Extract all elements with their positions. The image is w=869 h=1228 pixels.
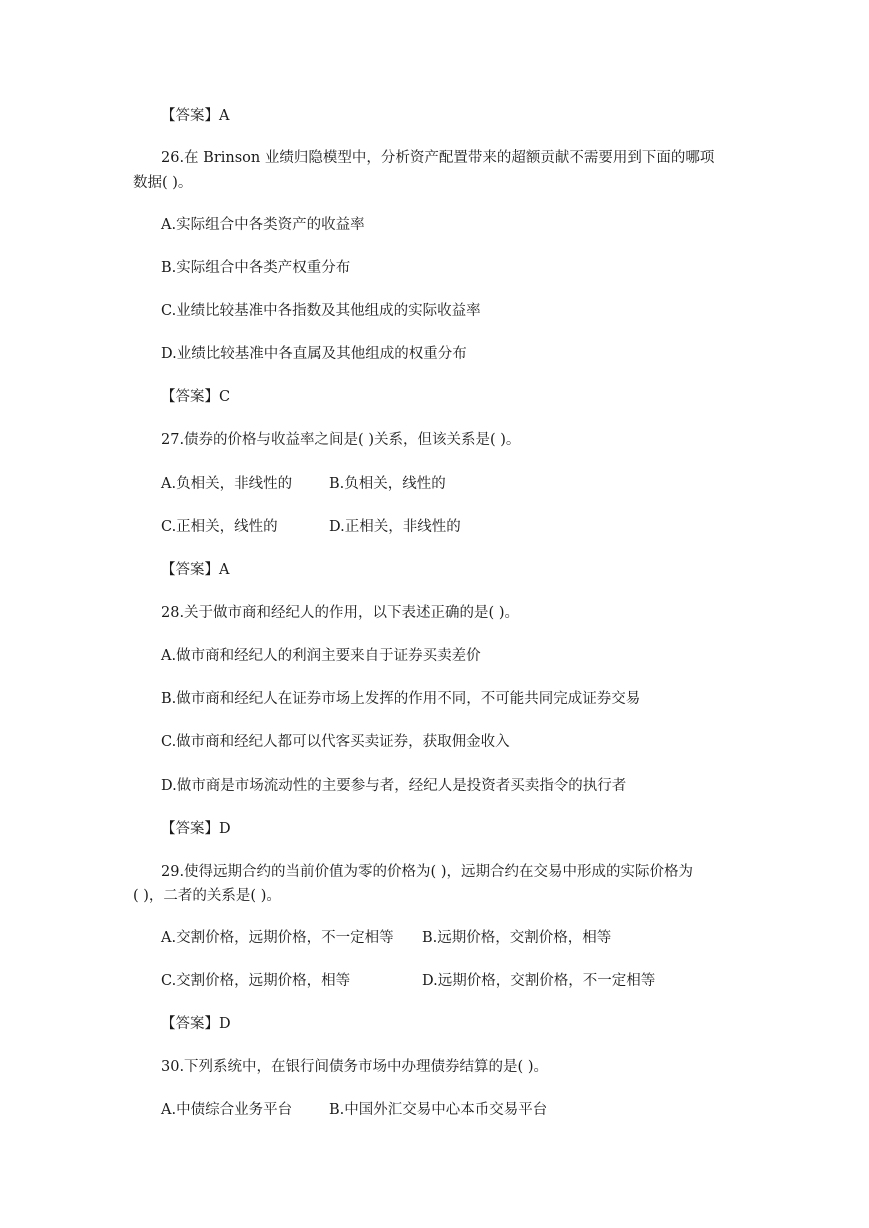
question-29-line-2: ( )，二者的关系是( )。 (133, 888, 281, 904)
question-29-option-b: B.远期价格，交割价格，相等 (422, 930, 612, 946)
question-27-option-c: C.正相关，线性的 (161, 519, 278, 535)
question-26-option-d: D.业绩比较基准中各直属及其他组成的权重分布 (161, 346, 467, 362)
question-28-option-b: B.做市商和经纪人在证券市场上发挥的作用不同，不可能共同完成证券交易 (161, 691, 641, 707)
question-29-line-1: 29.使得远期合约的当前价值为零的价格为( )，远期合约在交易中形成的实际价格为 (161, 864, 693, 880)
question-27: 27.债券的价格与收益率之间是( )关系，但该关系是( )。 (161, 432, 521, 448)
question-28: 28.关于做市商和经纪人的作用，以下表述正确的是( )。 (161, 605, 519, 621)
question-28-option-d: D.做市商是市场流动性的主要参与者，经纪人是投资者买卖指令的执行者 (161, 778, 627, 794)
question-29-option-a: A.交割价格，远期价格，不一定相等 (161, 930, 394, 946)
answer-28: 【答案】D (161, 821, 231, 837)
question-26-option-b: B.实际组合中各类产权重分布 (161, 260, 351, 276)
question-28-option-c: C.做市商和经纪人都可以代客买卖证券，获取佣金收入 (161, 734, 510, 750)
question-30-option-b: B.中国外汇交易中心本币交易平台 (329, 1102, 548, 1118)
question-27-option-d: D.正相关，非线性的 (329, 519, 461, 535)
question-28-option-a: A.做市商和经纪人的利润主要来自于证券买卖差价 (161, 648, 481, 664)
answer-26: 【答案】C (161, 389, 231, 405)
question-27-option-a: A.负相关，非线性的 (161, 476, 293, 492)
answer-25: 【答案】A (161, 108, 230, 124)
question-30: 30.下列系统中，在银行间债务市场中办理债券结算的是( )。 (161, 1059, 548, 1075)
question-26-line-1: 26.在 Brinson 业绩归隐模型中，分析资产配置带来的超额贡献不需要用到下面的哪项 (161, 150, 715, 166)
question-26-option-a: A.实际组合中各类资产的收益率 (161, 217, 365, 233)
question-27-option-b: B.负相关，线性的 (329, 476, 446, 492)
question-29-option-c: C.交割价格，远期价格，相等 (161, 973, 351, 989)
question-26-line-2: 数据( )。 (133, 175, 193, 191)
question-26-option-c: C.业绩比较基准中各指数及其他组成的实际收益率 (161, 303, 481, 319)
answer-27: 【答案】A (161, 562, 230, 578)
answer-29: 【答案】D (161, 1016, 231, 1032)
question-30-option-a: A.中债综合业务平台 (161, 1102, 293, 1118)
question-29-option-d: D.远期价格，交割价格，不一定相等 (422, 973, 656, 989)
